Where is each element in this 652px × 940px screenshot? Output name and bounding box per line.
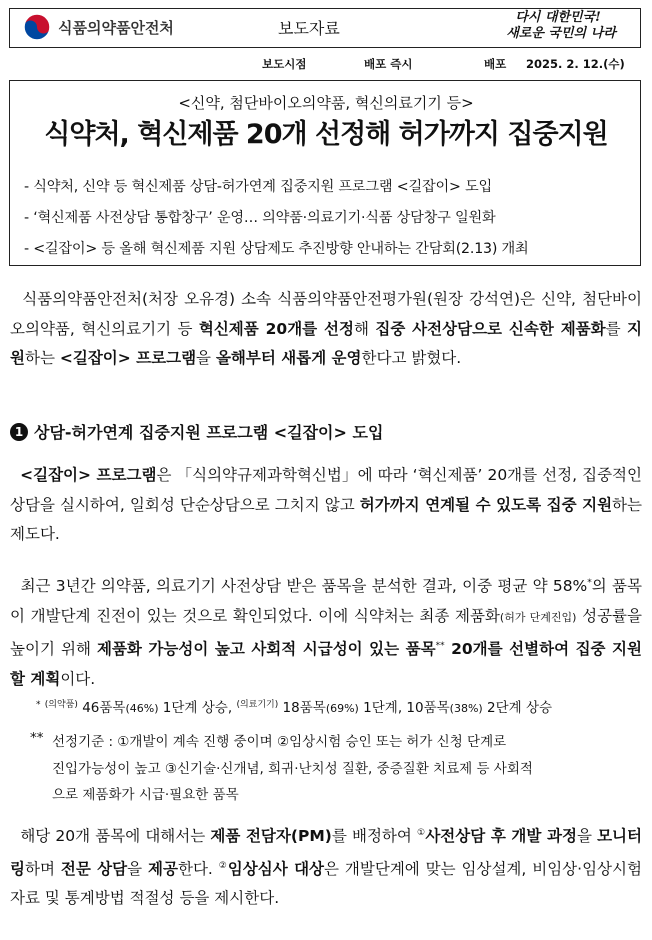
paragraph-analysis bbox=[10, 569, 642, 694]
text: 를 bbox=[605, 319, 628, 338]
footnote-2-line: 진입가능성이 높고 ③신기술·신개념, 희귀·난치성 질환, 중증질환 치료제 등 사회적 bbox=[52, 761, 533, 777]
text: 은 개발단계에 맞는 임상설계, 비임상·임상시험 자료 및 통계방법 적절성 등을 제시한다. bbox=[10, 859, 642, 908]
government-logo-icon bbox=[22, 12, 52, 42]
text: 한다고 밝혔다. bbox=[361, 349, 462, 367]
text: 을 bbox=[196, 349, 216, 367]
release-time-label: 보도시점 bbox=[262, 57, 307, 71]
bold-text: 전문 상담 bbox=[60, 859, 128, 878]
paragraph-pm bbox=[10, 819, 642, 914]
text: 를 배정하여 bbox=[331, 827, 418, 846]
text: 이다. bbox=[60, 669, 96, 688]
footnote-2-line: 으로 제품화가 시급·필요한 품목 bbox=[52, 787, 239, 803]
bold-text: 제품 전담자(PM) bbox=[210, 827, 332, 846]
summary-item: - ‘혁신제품 사전상담 통합창구’ 운영… 의약품·의료기기·식품 상담창구 일원화 bbox=[24, 210, 496, 226]
text: 을 bbox=[127, 859, 149, 878]
ministry-name: 식품의약품안전처 bbox=[58, 19, 174, 37]
text: 1단계, 10품목 bbox=[358, 700, 450, 716]
slogan bbox=[488, 10, 628, 42]
release-date-value: 2025. 2. 12.(수) bbox=[526, 57, 625, 71]
text: 해당 20개 품목에 대해서는 bbox=[20, 827, 211, 846]
text: 2단계 상승 bbox=[482, 700, 553, 716]
text: 최근 3년간 의약품, 의료기기 사전상담 받은 품목을 분석한 결과, 이중 평균 약 58% bbox=[20, 577, 588, 596]
text: 46품목 bbox=[82, 700, 126, 716]
circled-number: ① bbox=[417, 828, 426, 838]
text: 하는 bbox=[24, 349, 60, 367]
summary-item: - 식약처, 신약 등 혁신제품 상담-허가연계 집중지원 프로그램 <길잡이> 도입 bbox=[24, 179, 492, 195]
release-time-value: 배포 즉시 bbox=[364, 57, 413, 71]
page-title: 식약처, 혁신제품 20개 선정해 허가까지 집중지원 bbox=[44, 119, 608, 150]
text: 식품의약품안전처(처장 오유경) 소속 식품의약품안전평가원(원장 강석연)은 신약, 첨단바이오의약품, 혁신의료기기 등 bbox=[10, 290, 642, 338]
footnote-1 bbox=[36, 696, 552, 716]
section-number: 1 bbox=[10, 423, 28, 441]
bold-text: 20개를 선별하여 집중 지원할 계획 bbox=[10, 640, 642, 688]
footnote-tag: (의료기기) bbox=[236, 700, 279, 710]
footnote-mark: * bbox=[587, 578, 592, 588]
slogan-line1: 다시 대한민국! bbox=[515, 10, 601, 25]
text: 성공률을 높이기 위해 bbox=[10, 606, 642, 659]
small-text: (38%) bbox=[449, 702, 483, 715]
bold-text: <길잡이> 프로그램 bbox=[59, 349, 197, 367]
bold-text: 사전상담 후 개발 과정 bbox=[425, 827, 577, 846]
small-text: (46%) bbox=[125, 702, 159, 715]
paragraph-intro bbox=[10, 285, 642, 374]
doc-type: 보도자료 bbox=[278, 19, 340, 38]
bold-text: 지원 bbox=[10, 319, 642, 367]
circled-number: ② bbox=[218, 860, 228, 871]
bold-text: 모니터링 bbox=[10, 827, 642, 878]
release-date-label: 배포 bbox=[484, 57, 507, 71]
bold-text: 제공 bbox=[148, 859, 178, 878]
footnote-mark: * bbox=[36, 700, 41, 710]
text: 은 「식의약규제과학혁신법」에 따라 ‘혁신제품’ 20개를 선정, 집중적인 상담을 실시하여, 일회성 단순상담으로 그치지 않고 bbox=[10, 466, 643, 514]
footnote-mark: ** bbox=[435, 641, 445, 652]
paragraph-program bbox=[10, 461, 642, 550]
section-heading-text: 상담-허가연계 집중지원 프로그램 <길잡이> 도입 bbox=[34, 423, 384, 442]
summary-item: - <길잡이> 등 올해 혁신제품 지원 상담제도 추진방향 안내하는 간담회(2.13) 개최 bbox=[24, 241, 529, 257]
bold-text: 집중 사전상담으로 신속한 제품화 bbox=[375, 319, 606, 338]
bold-text: 임상심사 대상 bbox=[227, 859, 325, 878]
slogan-line2: 새로운 국민의 나라 bbox=[506, 26, 616, 41]
text: 을 bbox=[576, 827, 598, 846]
text: 의 품목이 개발단계 진전이 있는 것으로 확인되었다. 이에 식약처는 최종 제품화 bbox=[10, 577, 642, 625]
text: 한다. bbox=[177, 859, 219, 878]
bold-text: 혁신제품 20개를 선정 bbox=[198, 319, 354, 338]
small-text: (허가 단계진입) bbox=[499, 610, 577, 624]
bold-text: 제품화 가능성이 높고 사회적 시급성이 있는 품목 bbox=[96, 640, 436, 659]
text: 18품목 bbox=[278, 700, 326, 716]
text: 하는 제도다. bbox=[10, 495, 642, 543]
footnote-tag: (의약품) bbox=[44, 700, 78, 710]
small-text: (69%) bbox=[325, 702, 359, 715]
bold-text: <길잡이> 프로그램 bbox=[20, 466, 157, 484]
bold-text: 허가까지 연계될 수 있도록 집중 지원 bbox=[359, 495, 613, 514]
text: 하며 bbox=[24, 859, 61, 878]
text: 해 bbox=[353, 319, 376, 338]
footnote-2-line: 선정기준 : ①개발이 계속 진행 중이며 ②임상시험 승인 또는 허가 신청 단계로 bbox=[52, 734, 507, 750]
bold-text: 올해부터 새롭게 운영 bbox=[215, 349, 362, 367]
text: 1단계 상승, bbox=[158, 700, 237, 716]
section-heading bbox=[10, 420, 383, 443]
subtitle: <신약, 첨단바이오의약품, 혁신의료기기 등> bbox=[178, 94, 474, 112]
footnote-2-mark: ** bbox=[30, 730, 44, 746]
